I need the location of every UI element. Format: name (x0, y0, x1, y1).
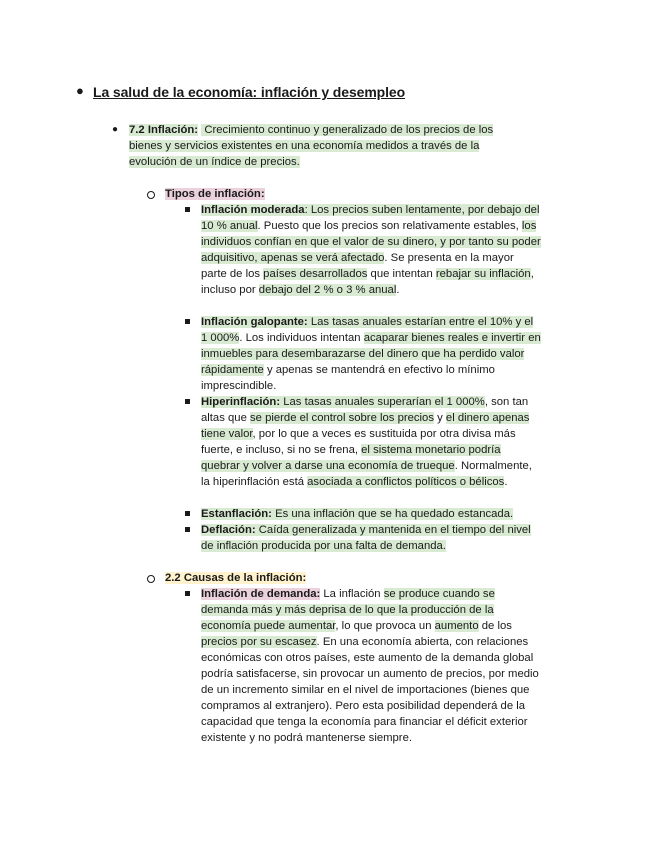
list-item-hiperinflacion: Hiperinflación: Las tasas anuales superarían el 1 000%, son tan altas que se pierde el control sobre los precios y el dinero apenas tiene valor, por lo que a veces es sustituida por otra divisa más fuerte, e incluso, si no se frena, el sistema monetario podría quebrar y volver a darse una economía de trueque. Normalmente, la hiperinflación está asociada a conflictos políticos o bélicos. (201, 394, 541, 490)
list-item-moderada: Inflación moderada: Los precios suben lentamente, por debajo del 10 % anual. Puesto que los precios son relativamente estables, los individuos confían en que el valor de su dinero, y por tanto su poder adquisitivo, apenas se verá afectado. Se presenta en la mayor parte de los países desarrollados que intentan rebajar su inflación, incluso por debajo del 2 % o 3 % anual. (201, 202, 541, 298)
list-item-demanda: Inflación de demanda: La inflación se produce cuando se demanda más y más deprisa de lo que la producción de la economía puede aumentar, lo que provoca un aumento de los precios por su escasez. En una economía abierta, con relaciones económicas con otros países, este aumento de la demanda global podría satisfacerse, sin provocar un aumento de precios, por medio de un incremento similar en el nivel de importaciones (bienes que compramos al extranjero). Pero esta posibilidad dependerá de la capacidad que tenga la economía para financiar el déficit exterior existente y no podrá mantenerse siempre. (201, 586, 541, 746)
causas-heading: 2.2 Causas de la inflación: (165, 570, 306, 586)
list-item-galopante: Inflación galopante: Las tasas anuales estarían entre el 10% y el 1 000%. Los individuos intentan acaparar bienes reales e invertir en inmuebles para desembarazarse del dinero que ha perdido valor rápidamente y apenas se mantendrá en efectivo lo mínimo imprescindible. (201, 314, 541, 394)
definition-text: Crecimiento continuo y generalizado de los precios de los bienes y servicios existentes en una economía medidos a través de la evolución de un índice de precios. (129, 124, 494, 168)
bullet-square-icon (185, 319, 190, 324)
bullet-dot-icon: ● (112, 124, 119, 135)
tipos-heading: Tipos de inflación: (165, 186, 265, 202)
bullet-circle-icon (147, 575, 155, 583)
definition-label: 7.2 Inflación: (129, 124, 199, 136)
list-item-estanflacion: Estanflación: Es una inflación que se ha quedado estancada. (201, 506, 541, 522)
bullet-square-icon (185, 527, 190, 532)
bullet-circle-icon (147, 191, 155, 199)
bullet-square-icon (185, 399, 190, 404)
bullet-square-icon (185, 511, 190, 516)
bullet-square-icon (185, 207, 190, 212)
bullet-square-icon (185, 591, 190, 596)
bullet-dot-icon: ● (76, 83, 84, 98)
list-item-deflacion: Deflación: Caída generalizada y mantenida en el tiempo del nivel de inflación producida por una falta de demanda. (201, 522, 541, 554)
heading-title: La salud de la economía: inflación y desempleo (93, 84, 406, 100)
inflation-definition (112, 122, 529, 170)
